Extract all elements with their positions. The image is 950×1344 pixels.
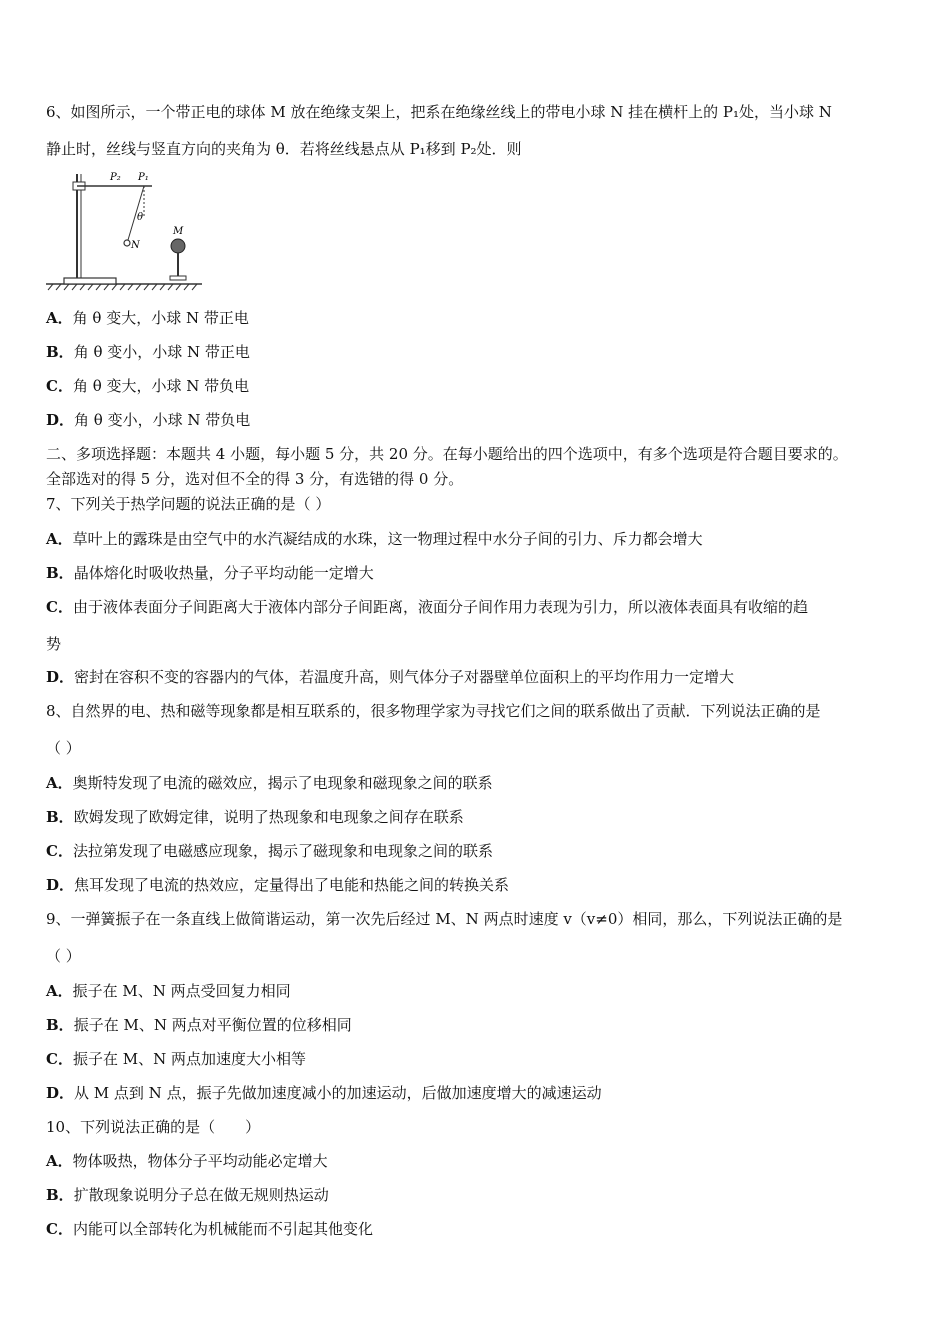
q6-option-b	[46, 342, 910, 362]
q8-option-c	[46, 841, 910, 861]
section2-instructions-1: 二、多项选择题：本题共 4 小题，每小题 5 分，共 20 分。在每小题给出的四个选项中，有多个选项是符合题目要求的。	[46, 445, 848, 463]
q7-option-c-continuation: 势	[46, 635, 62, 653]
label-p1: P₁	[138, 172, 149, 183]
option-label: A．	[46, 774, 73, 792]
option-text: 欧姆发现了欧姆定律，说明了热现象和电现象之间存在联系	[73, 808, 464, 826]
option-text: 从 M 点到 N 点，振子先做加速度减小的加速运动，后做加速度增大的减速运动	[74, 1084, 602, 1102]
q7-option-a	[46, 529, 910, 549]
q8-option-b	[46, 807, 910, 827]
option-label: A．	[46, 1152, 73, 1170]
option-label: B．	[46, 343, 74, 361]
sphere-m	[171, 239, 185, 253]
option-text: 振子在 M、N 两点受回复力相同	[72, 982, 291, 1000]
option-label: A．	[46, 309, 73, 327]
option-text: 晶体熔化时吸收热量，分子平均动能一定增大	[73, 564, 374, 582]
option-text: 角 θ 变大，小球 N 带负电	[72, 377, 250, 395]
option-text: 由于液体表面分子间距离大于液体内部分子间距离，液面分子间作用力表现为引力，所以液体表面具有收缩的趋	[72, 598, 808, 616]
option-label: C．	[46, 377, 73, 395]
label-p2: P₂	[110, 172, 121, 183]
q8-stem-line-1: 8、自然界的电、热和磁等现象都是相互联系的，很多物理学家为寻找它们之间的联系做出了贡献．下列说法正确的是	[46, 702, 821, 720]
option-text: 角 θ 变小，小球 N 带负电	[74, 411, 251, 429]
option-text: 振子在 M、N 两点对平衡位置的位移相同	[73, 1016, 352, 1034]
label-theta: θ	[137, 212, 144, 223]
option-text: 草叶上的露珠是由空气中的水汽凝结成的水珠，这一物理过程中水分子间的引力、斥力都会增大	[72, 530, 703, 548]
option-text: 角 θ 变大，小球 N 带正电	[72, 309, 249, 327]
q9-option-a	[46, 981, 910, 1001]
option-text: 焦耳发现了电流的热效应，定量得出了电能和热能之间的转换关系	[74, 876, 510, 894]
q7-option-c	[46, 597, 910, 617]
option-label: B．	[46, 564, 74, 582]
ground-hatching	[46, 284, 202, 290]
option-text: 角 θ 变小，小球 N 带正电	[73, 343, 250, 361]
option-label: C．	[46, 1050, 73, 1068]
option-label: C．	[46, 598, 73, 616]
q6-stem-line-2: 静止时，丝线与竖直方向的夹角为 θ．若将丝线悬点从 P₁移到 P₂处．则	[46, 140, 522, 158]
label-n: N	[131, 240, 140, 251]
option-label: D．	[46, 668, 75, 686]
q6-option-d	[46, 410, 910, 430]
option-label: D．	[46, 1084, 75, 1102]
q8-stem-line-2: （ ）	[46, 739, 81, 757]
option-label: B．	[46, 1016, 74, 1034]
q9-option-b	[46, 1015, 910, 1035]
q9-option-d	[46, 1083, 910, 1103]
q10-option-b	[46, 1185, 910, 1205]
q10-option-a	[46, 1151, 910, 1171]
q6-stem-line-1: 6、如图所示，一个带正电的球体 M 放在绝缘支架上，把系在绝缘丝线上的带电小球 N 挂在横杆上的 P₁处，当小球 N	[46, 103, 832, 121]
option-label: B．	[46, 1186, 74, 1204]
option-label: C．	[46, 842, 73, 860]
option-label: B．	[46, 808, 74, 826]
option-label: A．	[46, 982, 73, 1000]
stand-base	[64, 278, 116, 284]
option-text: 法拉第发现了电磁感应现象，揭示了磁现象和电现象之间的联系	[72, 842, 493, 860]
q8-option-d	[46, 875, 910, 895]
q10-option-c	[46, 1219, 910, 1239]
q9-stem-line-1: 9、一弹簧振子在一条直线上做简谐运动，第一次先后经过 M、N 两点时速度 v（v≠0）相同，那么，下列说法正确的是	[46, 910, 843, 928]
q7-option-b	[46, 563, 910, 583]
q9-option-c	[46, 1049, 910, 1069]
option-label: A．	[46, 530, 73, 548]
q7-option-d	[46, 667, 910, 687]
option-text: 奥斯特发现了电流的磁效应，揭示了电现象和磁现象之间的联系	[72, 774, 493, 792]
q10-stem: 10、下列说法正确的是（ ）	[46, 1118, 261, 1136]
label-m: M	[173, 226, 184, 237]
option-text: 密封在容积不变的容器内的气体，若温度升高，则气体分子对器壁单位面积上的平均作用力一定增大	[74, 668, 735, 686]
option-text: 内能可以全部转化为机械能而不引起其他变化	[72, 1220, 373, 1238]
ball-n	[124, 240, 130, 246]
option-text: 振子在 M、N 两点加速度大小相等	[72, 1050, 306, 1068]
q6-option-a	[46, 308, 910, 328]
option-text: 物体吸热，物体分子平均动能必定增大	[72, 1152, 328, 1170]
option-label: D．	[46, 876, 75, 894]
q9-stem-line-2: （ ）	[46, 947, 81, 965]
option-label: C．	[46, 1220, 73, 1238]
q7-stem: 7、下列关于热学问题的说法正确的是（ ）	[46, 495, 331, 513]
option-label: D．	[46, 411, 75, 429]
q8-option-a	[46, 773, 910, 793]
q6-figure	[44, 168, 204, 294]
option-text: 扩散现象说明分子总在做无规则热运动	[73, 1186, 329, 1204]
section2-instructions-2: 全部选对的得 5 分，选对但不全的得 3 分，有选错的得 0 分。	[46, 470, 464, 488]
q6-option-c	[46, 376, 910, 396]
